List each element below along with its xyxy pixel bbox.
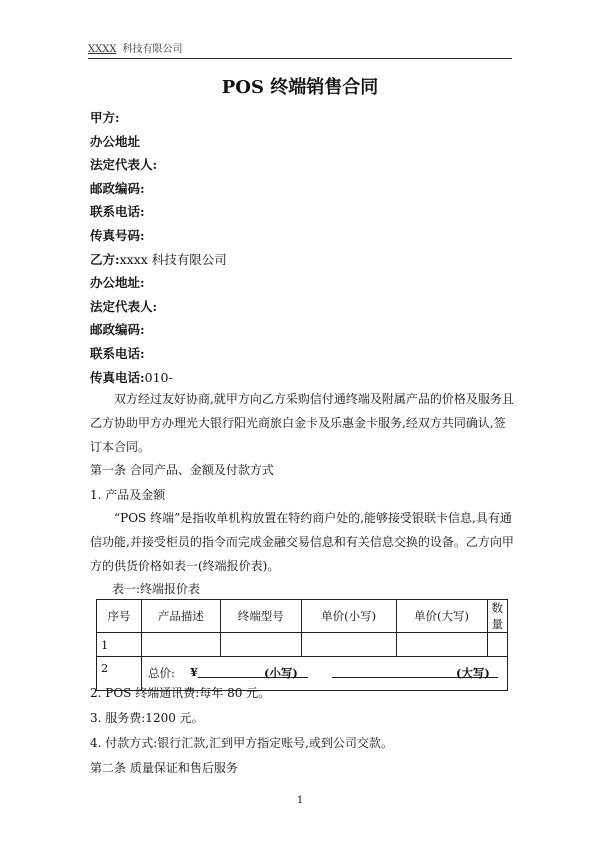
document-title: POS 终端销售合同 (221, 77, 379, 98)
table-header-row (97, 600, 508, 633)
article1-item4: 4. 付款方式:银行汇款,汇到甲方指定账号,或到公司交款。 (90, 736, 393, 750)
article1-item3: 3. 服务费:1200 元。 (90, 711, 204, 725)
table-row (97, 633, 508, 657)
yen-symbol: ¥ (189, 665, 198, 679)
row1-desc-cell (141, 633, 220, 657)
total-label: 总价: (147, 666, 175, 680)
party-fields (90, 106, 530, 389)
col-header-model: 终端型号 (220, 600, 301, 633)
page-number: 1 (296, 795, 304, 806)
party-b-label: 乙方: (90, 251, 120, 267)
row2-no: 2 (97, 657, 142, 691)
party-b-fax-row (90, 366, 530, 390)
party-b-legal-rep: 法定代表人: (90, 298, 158, 314)
header-company-prefix: XXXX (88, 44, 117, 55)
party-a-legal-rep: 法定代表人: (90, 157, 158, 173)
col-header-price-small: 单价(小写) (301, 600, 396, 633)
party-b-row (90, 248, 530, 272)
col-header-desc: 产品描述 (141, 600, 220, 633)
col-header-no: 序号 (97, 600, 142, 633)
page-header (88, 40, 512, 59)
party-a-postal: 邮政编码: (90, 180, 145, 196)
party-a-phone: 联系电话: (90, 204, 145, 220)
party-a-fax: 传真号码: (90, 227, 145, 243)
table-caption: 表一:终端报价表 (112, 582, 201, 596)
row1-no: 1 (97, 633, 142, 657)
party-b-phone: 联系电话: (90, 345, 145, 361)
article1-item2: 2. POS 终端通讯费:每年 80 元。 (90, 686, 271, 700)
row1-model-cell (220, 633, 301, 657)
row1-price-small-cell (301, 633, 396, 657)
party-a-label: 甲方: (90, 110, 120, 125)
header-company-name: 科技有限公司 (122, 44, 183, 55)
party-b-fax-value: 010- (144, 369, 173, 385)
party-b-name: xxxx 科技有限公司 (119, 251, 227, 267)
row1-qty-cell (487, 633, 508, 657)
party-b-postal: 邮政编码: (90, 322, 145, 338)
party-b-fax-label: 传真电话: (90, 369, 145, 385)
total-content (146, 657, 503, 686)
article1-heading: 第一条 合同产品、金额及付款方式 (90, 463, 274, 477)
total-large-label: (大写) (455, 666, 490, 680)
intro-paragraph: 双方经过友好协商,就甲方向乙方采购信付通终端及附属产品的价格及服务且乙方协助甲方办理光大银行阳光商旅白金卡及乐惠金卡服务,经双方共同确认,签订本合同。 (90, 392, 514, 454)
col-header-price-large: 单价(大写) (396, 600, 487, 633)
row1-price-large-cell (396, 633, 487, 657)
article1-item1: 1. 产品及金额 (90, 488, 166, 502)
col-header-qty: 数量 (487, 600, 508, 633)
article2-heading: 第二条 质量保证和售后服务 (90, 761, 238, 775)
pos-description: “POS 终端”是指收单机构放置在特约商户处的,能够接受银联卡信息,具有通信功能,并接受柜员的指令而完成金融交易信息和有关信息交换的设备。乙方向甲方的供货价格如表一(终端报价表)。 (90, 511, 514, 573)
total-small-label: (小写) (263, 666, 298, 680)
party-a-address: 办公地址 (90, 133, 141, 149)
party-b-address: 办公地址: (90, 275, 145, 291)
quote-table (96, 599, 508, 691)
